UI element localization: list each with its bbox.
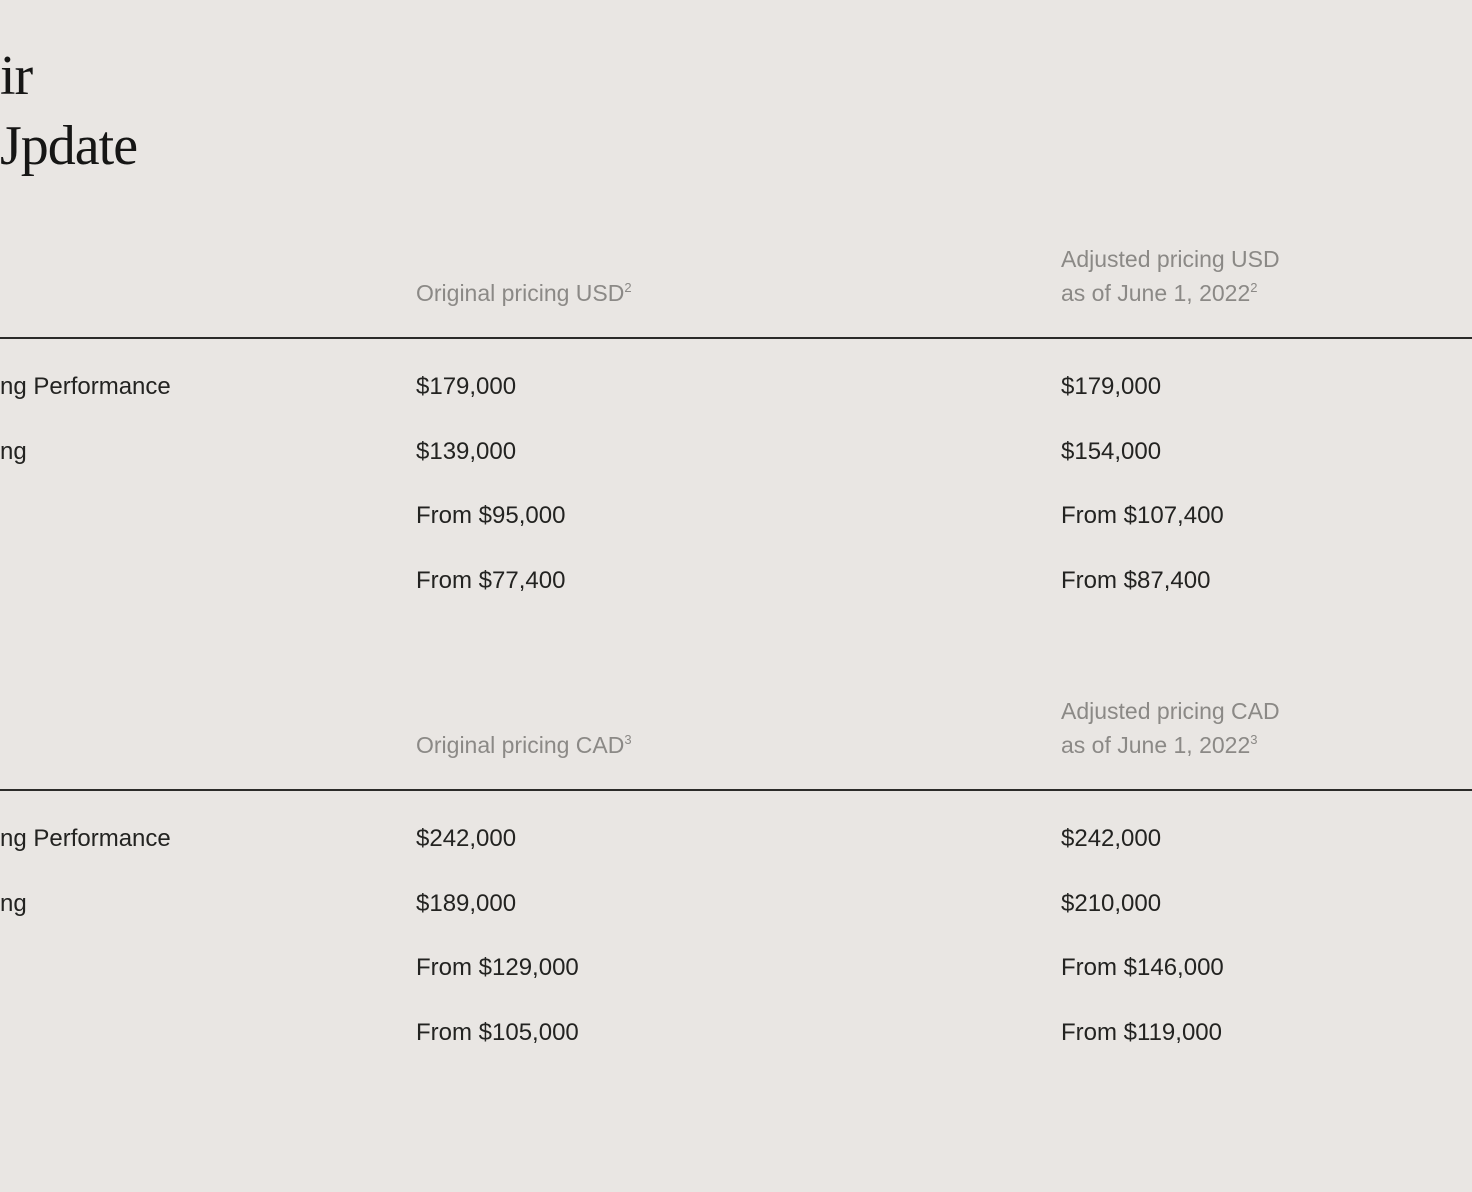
original-price: From $129,000 bbox=[416, 954, 579, 982]
adjusted-price: From $146,000 bbox=[1061, 954, 1224, 982]
original-price: From $105,000 bbox=[416, 1019, 579, 1047]
adjusted-price: $210,000 bbox=[1061, 889, 1162, 917]
original-price: $139,000 bbox=[416, 437, 517, 465]
usd-adjusted-header-line-1: Adjusted pricing USD bbox=[1061, 246, 1280, 272]
usd-adjusted-pricing-header bbox=[1061, 240, 1280, 310]
original-price: $242,000 bbox=[416, 825, 517, 852]
adjusted-price: $179,000 bbox=[1061, 373, 1162, 400]
table-row bbox=[0, 886, 1472, 951]
adjusted-price: $242,000 bbox=[1061, 825, 1162, 852]
cad-adjusted-footnote-ref: 3 bbox=[1250, 732, 1258, 747]
usd-original-header-text: Original pricing USD bbox=[416, 280, 625, 306]
cad-header-divider bbox=[0, 789, 1472, 791]
table-row bbox=[0, 369, 1472, 434]
original-price: $189,000 bbox=[416, 889, 517, 917]
original-price: $179,000 bbox=[416, 373, 517, 400]
adjusted-price: From $107,400 bbox=[1061, 502, 1224, 530]
cad-adjusted-pricing-header bbox=[1061, 692, 1280, 762]
table-row bbox=[0, 821, 1472, 886]
usd-original-pricing-header bbox=[416, 240, 632, 310]
usd-original-footnote-ref: 2 bbox=[624, 280, 632, 295]
adjusted-price: From $87,400 bbox=[1061, 567, 1211, 595]
original-price: From $77,400 bbox=[416, 567, 566, 595]
usd-price-rows bbox=[0, 369, 1472, 628]
cad-original-header-text: Original pricing CAD bbox=[416, 732, 625, 758]
cad-adjusted-header-line-1: Adjusted pricing CAD bbox=[1061, 698, 1280, 724]
page-title-line-2: Jpdate bbox=[0, 115, 138, 177]
cad-original-footnote-ref: 3 bbox=[624, 732, 632, 747]
cad-original-pricing-header bbox=[416, 692, 632, 762]
original-price: From $95,000 bbox=[416, 502, 566, 530]
usd-header-divider bbox=[0, 337, 1472, 339]
table-row bbox=[0, 1015, 1472, 1080]
table-row bbox=[0, 498, 1472, 563]
table-row bbox=[0, 950, 1472, 1015]
cad-price-rows bbox=[0, 821, 1472, 1080]
usd-adjusted-footnote-ref: 2 bbox=[1250, 280, 1258, 295]
usd-adjusted-header-line-2: as of June 1, 2022 bbox=[1061, 280, 1251, 306]
adjusted-price: $154,000 bbox=[1061, 437, 1162, 465]
adjusted-price: From $119,000 bbox=[1061, 1019, 1222, 1047]
model-name: ng bbox=[0, 437, 27, 465]
model-name: ng Performance bbox=[0, 373, 171, 400]
cad-adjusted-header-line-2: as of June 1, 2022 bbox=[1061, 732, 1251, 758]
table-row bbox=[0, 434, 1472, 499]
model-name: ng bbox=[0, 889, 27, 917]
model-name: ng Performance bbox=[0, 825, 171, 852]
table-row bbox=[0, 563, 1472, 628]
page-title-line-1: ir bbox=[0, 45, 33, 107]
